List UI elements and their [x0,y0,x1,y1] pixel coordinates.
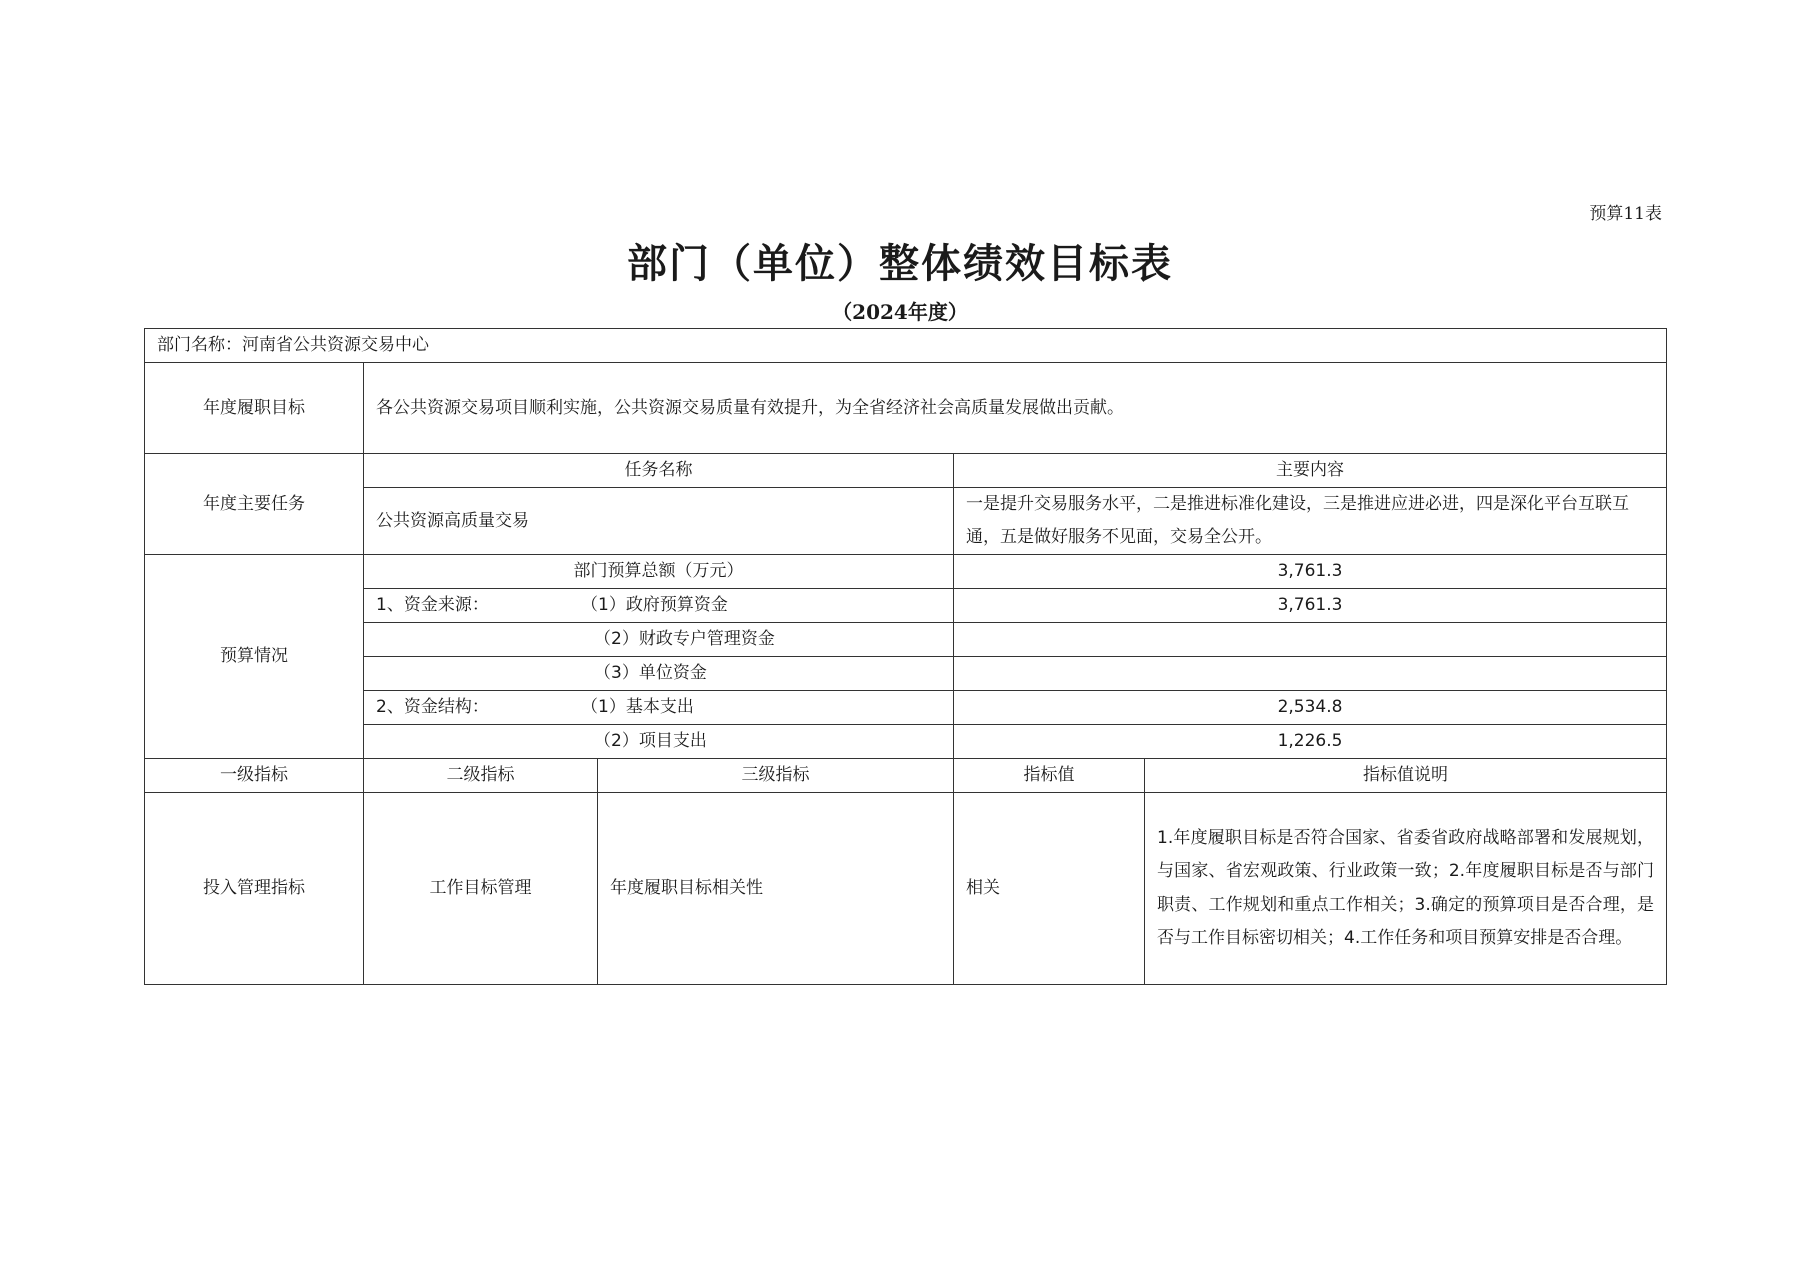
budget-source-cell [364,589,954,623]
budget-source-unit-label: （3）单位资金 [364,657,954,691]
indicator-header-value: 指标值 [954,759,1145,793]
dept-name: 河南省公共资源交易中心 [242,335,429,355]
budget-source-unit-value [954,657,1667,691]
performance-goal-table [144,328,1667,985]
indicator-header-level2: 二级指标 [364,759,598,793]
budget-struct-label: 2、资金结构： [376,697,489,717]
indicator-desc: 1.年度履职目标是否符合国家、省委省政府战略部署和发展规划，与国家、省宏观政策、行业政策一致；2.年度履职目标是否与部门职责、工作规划和重点工作相关；3.确定的预算项目是否合理，是否与工作目标密切相关；4.工作任务和项目预算安排是否合理。 [1145,793,1667,985]
indicator-level2: 工作目标管理 [364,793,598,985]
annual-goal-row [145,363,1667,454]
budget-source-fiscal-row [145,623,1667,657]
task-row [145,488,1667,555]
dept-cell [145,329,1667,363]
budget-struct-basic-label: （1）基本支出 [581,697,694,717]
budget-struct-basic-value: 2,534.8 [954,691,1667,725]
task-name: 公共资源高质量交易 [364,488,954,555]
budget-struct-project-label: （2）项目支出 [364,725,954,759]
budget-struct-cell [364,691,954,725]
task-content: 一是提升交易服务水平，二是推进标准化建设，三是推进应进必进，四是深化平台互联互通，五是做好服务不见面，交易全公开。 [954,488,1667,555]
page-title: 部门（单位）整体绩效目标表 [627,241,1173,287]
budget-source-gov-label: （1）政府预算资金 [581,595,728,615]
indicator-level3: 年度履职目标相关性 [598,793,954,985]
budget-source-gov-row [145,589,1667,623]
indicator-header-level3: 三级指标 [598,759,954,793]
budget-source-fiscal-label: （2）财政专户管理资金 [364,623,954,657]
budget-source-fiscal-value [954,623,1667,657]
tasks-label: 年度主要任务 [145,454,364,555]
budget-source-label: 1、资金来源： [376,595,489,615]
budget-total-row [145,555,1667,589]
tasks-header-row [145,454,1667,488]
indicator-level1: 投入管理指标 [145,793,364,985]
budget-source-unit-row [145,657,1667,691]
indicator-header-level1: 一级指标 [145,759,364,793]
form-number: 预算11表 [1589,204,1662,224]
budget-label: 预算情况 [145,555,364,759]
page-subtitle: （2024年度） [832,300,968,324]
tasks-col-content: 主要内容 [954,454,1667,488]
budget-total-label: 部门预算总额（万元） [364,555,954,589]
budget-struct-project-row [145,725,1667,759]
budget-struct-project-value: 1,226.5 [954,725,1667,759]
annual-goal-label: 年度履职目标 [145,363,364,454]
budget-struct-basic-row [145,691,1667,725]
indicator-header-desc: 指标值说明 [1145,759,1667,793]
annual-goal-text: 各公共资源交易项目顺利实施，公共资源交易质量有效提升，为全省经济社会高质量发展做出贡献。 [364,363,1667,454]
budget-source-gov-value: 3,761.3 [954,589,1667,623]
indicator-header-row [145,759,1667,793]
budget-total-value: 3,761.3 [954,555,1667,589]
dept-row [145,329,1667,363]
tasks-col-name: 任务名称 [364,454,954,488]
indicator-row [145,793,1667,985]
dept-label: 部门名称： [157,335,242,355]
indicator-value: 相关 [954,793,1145,985]
